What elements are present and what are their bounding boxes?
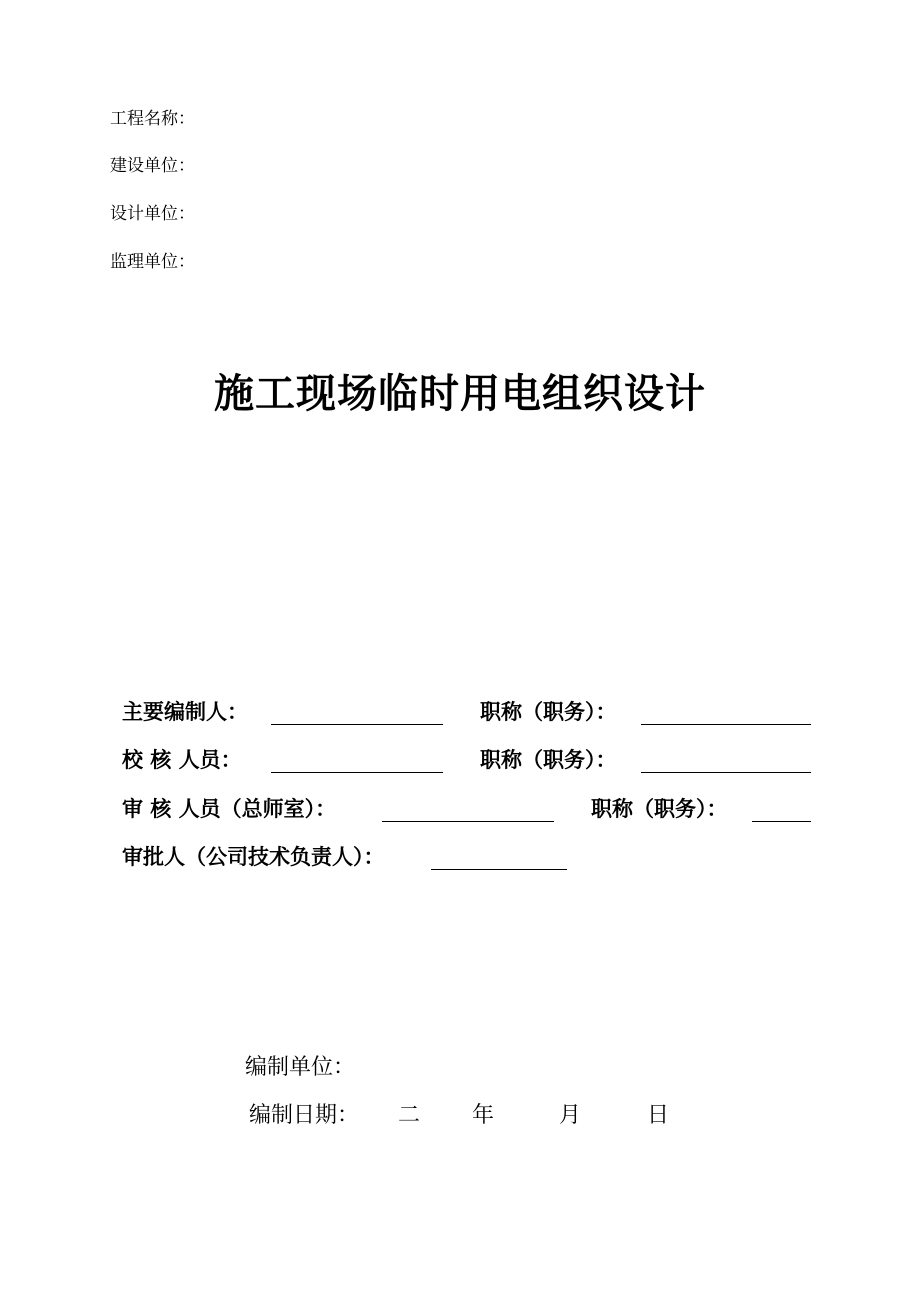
approver-blank-line	[431, 869, 567, 870]
date-year-text: 年	[472, 1103, 495, 1128]
project-name-label: 工程名称：	[110, 109, 195, 129]
checker-blank-line	[271, 772, 443, 773]
reviewer-title-label: 职称（职务）：	[591, 797, 728, 821]
reviewer-blank-line	[382, 821, 554, 822]
checker-label: 校 核 人员：	[122, 748, 242, 772]
compiling-unit-label: 编制单位：	[245, 1055, 356, 1080]
compiler-title-blank-line	[641, 724, 811, 725]
reviewer-title-blank-line	[752, 821, 811, 822]
compiler-title-label: 职称（职务）：	[480, 700, 617, 724]
checker-title-blank-line	[641, 772, 811, 773]
compiler-blank-line	[271, 724, 443, 725]
date-month-text: 月	[559, 1103, 582, 1128]
compiler-label: 主要编制人：	[122, 700, 248, 724]
date-day-text: 日	[647, 1103, 670, 1128]
document-title: 施工现场临时用电组织设计	[214, 371, 706, 417]
owner-unit-label: 建设单位：	[110, 156, 195, 176]
supervision-unit-label: 监理单位：	[110, 252, 195, 272]
date-er-text: 二	[398, 1103, 421, 1128]
approver-label: 审批人（公司技术负责人）：	[122, 845, 385, 869]
compiling-date-label: 编制日期：	[249, 1103, 360, 1128]
checker-title-label: 职称（职务）：	[480, 748, 617, 772]
design-unit-label: 设计单位：	[110, 204, 195, 224]
reviewer-label: 审 核 人员（总师室）：	[122, 797, 337, 821]
